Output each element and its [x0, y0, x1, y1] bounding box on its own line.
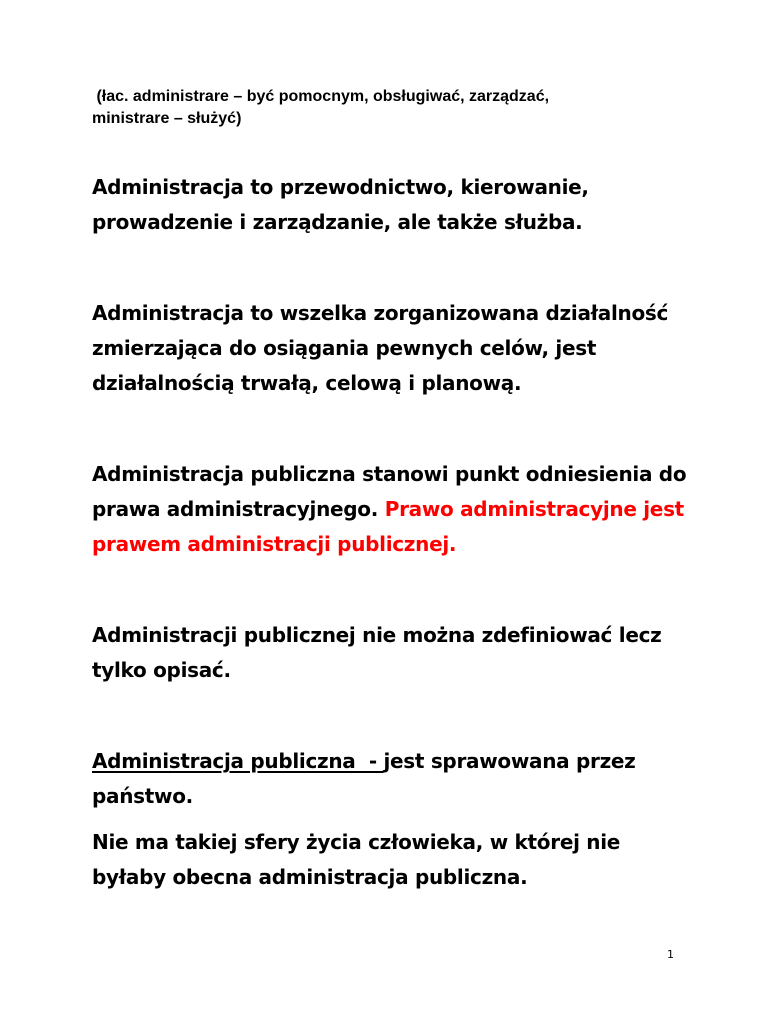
paragraph-line: Administracja to przewodnictwo, kierowanie, [92, 175, 589, 199]
paragraph-every-sphere-of-life [92, 825, 692, 895]
paragraph-text: jest sprawowana przez [383, 749, 636, 773]
paragraph-definition-leadership [92, 170, 692, 240]
highlighted-text: Prawo administracyjne jest [384, 497, 684, 521]
etymology-note [92, 86, 692, 130]
paragraph-public-administration-reference [92, 457, 692, 562]
paragraph-line: Administracja publiczna stanowi punkt odniesienia do [92, 462, 687, 486]
paragraph-line: tylko opisać. [92, 658, 231, 682]
underlined-term: Administracja publiczna - [92, 749, 384, 773]
paragraph-line: działalnością trwałą, celową i planową. [92, 371, 522, 395]
paragraph-line: Administracja to wszelka zorganizowana działalność [92, 301, 669, 325]
paragraph-text: prawa administracyjnego. [92, 497, 385, 521]
paragraph-exercised-by-state [92, 744, 692, 814]
paragraph-definition-organized-activity [92, 296, 692, 401]
paragraph-line: zmierzająca do osiągania pewnych celów, jest [92, 336, 597, 360]
etymology-line-2: ministrare – służyć) [92, 110, 242, 127]
paragraph-line: prowadzenie i zarządzanie, ale także służba. [92, 210, 583, 234]
paragraph-line: byłaby obecna administracja publiczna. [92, 865, 528, 889]
paragraph-line: państwo. [92, 784, 193, 808]
etymology-line-1: (łac. administrare – być pomocnym, obsługiwać, zarządzać, [92, 88, 550, 105]
paragraph-line: Administracji publicznej nie można zdefiniować lecz [92, 623, 662, 647]
page-number: 1 [667, 948, 674, 961]
paragraph-cannot-define [92, 618, 692, 688]
paragraph-line [92, 744, 692, 779]
paragraph-line [92, 492, 692, 527]
paragraph-line: Nie ma takiej sfery życia człowieka, w której nie [92, 830, 621, 854]
highlighted-text: prawem administracji publicznej. [92, 532, 457, 556]
